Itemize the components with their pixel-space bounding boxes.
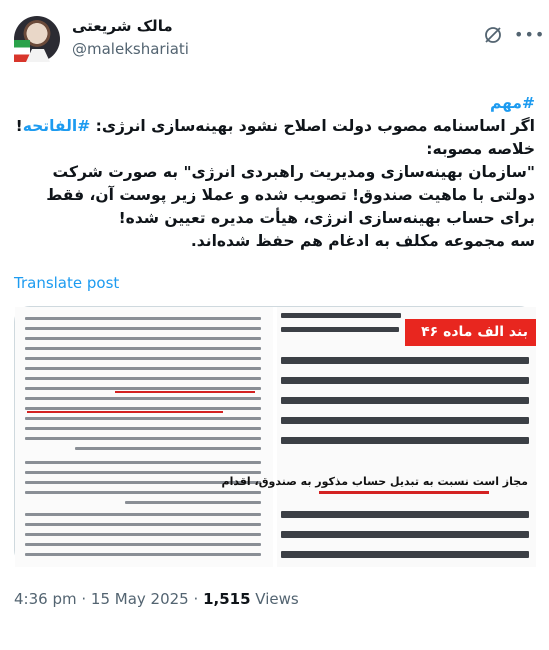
post-date[interactable]: 15 May 2025	[90, 590, 189, 608]
post-header	[0, 0, 549, 80]
views-count: 1,515	[203, 590, 251, 608]
hashtag-mohem[interactable]: #مهم	[490, 94, 535, 112]
hashtag-fateheh[interactable]: #الفاتحه	[22, 117, 91, 135]
meta-separator: ·	[193, 590, 204, 608]
post-line3: "سازمان بهینه‌سازی ومدیریت راهبردی انرژی" به صورت شرکت دولتی با ماهیت صندوق! تصویب شده و عملا زیر پوست آن، فقط برای حساب بهینه‌سازی انرژی، هیأت مدیره تعیین شده!	[46, 163, 535, 227]
translate-post-link[interactable]: Translate post	[14, 274, 120, 292]
post-media[interactable]	[14, 306, 535, 566]
author-display-name[interactable]: مالک شریعتی	[72, 17, 173, 35]
post-line1-end: !	[15, 117, 23, 135]
post-line1: اگر اساسنامه مصوب دولت اصلاح نشود بهینه‌سازی انرژی:	[90, 117, 535, 135]
article-label: بند الف ماده ۴۶	[405, 319, 536, 346]
post-time[interactable]: 4:36 pm	[14, 590, 77, 608]
meta-separator: ·	[81, 590, 91, 608]
document-image-right[interactable]	[221, 307, 536, 567]
views-label: Views	[255, 590, 299, 608]
post-meta	[14, 590, 299, 608]
post-line4: سه مجموعه مکلف به ادغام هم حفظ شده‌اند.	[190, 232, 535, 250]
post-text	[14, 92, 535, 253]
document-highlight-text: مجاز است نسبت به تبدیل حساب مذکور به صندوق، اقدام	[221, 475, 528, 488]
grok-icon[interactable]	[483, 25, 503, 45]
document-image-left[interactable]	[15, 307, 273, 567]
post-line2: خلاصه مصوبه:	[426, 140, 535, 158]
avatar[interactable]	[14, 16, 60, 62]
author-handle[interactable]: @malekshariati	[72, 40, 189, 58]
red-underline	[319, 491, 489, 494]
more-icon[interactable]: •••	[514, 25, 546, 44]
